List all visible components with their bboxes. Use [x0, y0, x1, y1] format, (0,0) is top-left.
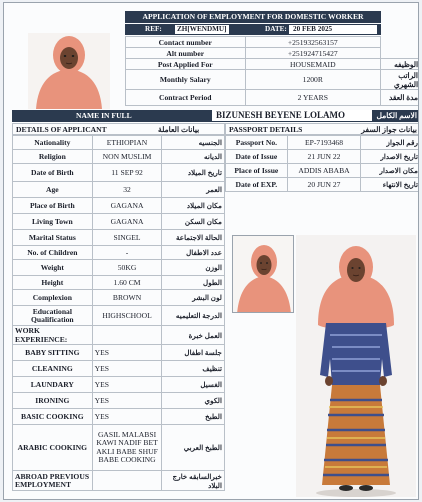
passport-arabic: تاريخ الانتهاء [361, 178, 419, 192]
table-row [13, 377, 225, 393]
period-label: Contract Period [126, 90, 246, 106]
experience-label: CLEANING [13, 361, 93, 377]
detail-arabic: العمر [162, 182, 225, 198]
detail-value: NON MUSLIM [92, 150, 162, 164]
table-row [226, 150, 420, 164]
experience-arabic: الكوي [162, 393, 225, 409]
passport-label: Date of EXP. [226, 178, 288, 192]
passport-arabic: مكان الاصدار [361, 164, 419, 178]
table-row [226, 178, 420, 192]
table-row [13, 246, 225, 260]
detail-value: HIGHSCHOOL [92, 306, 162, 326]
detail-value: 50KG [92, 260, 162, 276]
full-name: BIZUNESH BEYENE LOLAMO [212, 110, 372, 121]
experience-value: YES [92, 393, 162, 409]
table-row [13, 164, 225, 182]
detail-value: GAGANA [92, 198, 162, 214]
detail-value: - [92, 246, 162, 260]
table-row [13, 393, 225, 409]
detail-value: 11 SEP 92 [92, 164, 162, 182]
applicant-details-table [12, 135, 225, 491]
table-row [126, 37, 420, 48]
detail-label: Height [13, 276, 93, 290]
table-row [13, 214, 225, 230]
table-row [13, 260, 225, 276]
contact-table [125, 36, 419, 106]
detail-label: Age [13, 182, 93, 198]
post-label: Post Applied For [126, 59, 246, 70]
table-row [13, 198, 225, 214]
experience-arabic: الغسيل [162, 377, 225, 393]
table-row [226, 136, 420, 150]
salary-arabic: الراتب الشهري [381, 70, 419, 90]
salary-value: 1200R [245, 70, 381, 90]
detail-arabic: تاريخ الميلاد [162, 164, 225, 182]
table-row [13, 345, 225, 361]
table-row [13, 150, 225, 164]
detail-arabic: الحالة الاجتماعة [162, 230, 225, 246]
passport-value: 21 JUN 22 [287, 150, 361, 164]
passport-label: Passport No. [226, 136, 288, 150]
name-arabic: الاسم الكامل [376, 111, 417, 120]
detail-value: 1.60 CM [92, 276, 162, 290]
arabic-cooking-arabic: الطبخ العربي [162, 425, 225, 471]
passport-title: PASSPORT DETAILS [229, 125, 303, 134]
table-row [13, 182, 225, 198]
arabic-cooking-value: GASIL MALABSI KAWI NADIF BET AKLI BABE SHUF BABE COOKING [92, 425, 162, 471]
detail-label: Place of Birth [13, 198, 93, 214]
detail-value: BROWN [92, 290, 162, 306]
detail-value: 32 [92, 182, 162, 198]
date-value: 20 FEB 2025 [289, 25, 377, 34]
experience-label: BABY SITTING [13, 345, 93, 361]
passport-value: ADDIS ABABA [287, 164, 361, 178]
contact-value: +251932563157 [245, 37, 381, 48]
passport-value: EP-7193468 [287, 136, 361, 150]
detail-label: Weight [13, 260, 93, 276]
passport-label: Place of Issue [226, 164, 288, 178]
ref-date-row [125, 24, 381, 35]
detail-label: Marital Status [13, 230, 93, 246]
form-title: APPLICATION OF EMPLOYMENT FOR DOMESTIC WORKER [125, 11, 381, 23]
post-value: HOUSEMAID [245, 59, 381, 70]
detail-label: Religion [13, 150, 93, 164]
detail-arabic: الجنسيه [162, 136, 225, 150]
salary-label: Monthly Salary [126, 70, 246, 90]
passport-label: Date of Issue [226, 150, 288, 164]
detail-arabic: الطول [162, 276, 225, 290]
detail-label: Educational Qualification [13, 306, 93, 326]
experience-arabic: الطبخ [162, 409, 225, 425]
detail-arabic: الديانه [162, 150, 225, 164]
period-value: 2 YEARS [245, 90, 381, 106]
period-arabic: مدة العقد [381, 90, 419, 106]
table-row [13, 361, 225, 377]
detail-arabic: مكان السكن [162, 214, 225, 230]
detail-arabic: عدد الاطفال [162, 246, 225, 260]
detail-label: No. of Children [13, 246, 93, 260]
name-label: NAME IN FULL [76, 111, 132, 120]
experience-label: IRONING [13, 393, 93, 409]
detail-value: ETHIOPIAN [92, 136, 162, 150]
alt-value: +251924715427 [245, 48, 381, 59]
table-row [126, 90, 420, 106]
alt-label: Alt number [126, 48, 246, 59]
date-label: DATE: [265, 25, 287, 33]
details-title: DETAILS OF APPLICANT [16, 125, 107, 134]
table-row [13, 136, 225, 150]
passport-arabic: رقم الجواز [361, 136, 419, 150]
table-row [13, 471, 225, 491]
table-row [13, 409, 225, 425]
details-header [12, 123, 225, 135]
experience-value: YES [92, 361, 162, 377]
experience-title-arabic: العمل خبرة [162, 326, 225, 345]
detail-value: GAGANA [92, 214, 162, 230]
passport-header [225, 123, 419, 135]
table-row [13, 425, 225, 471]
detail-arabic: مكان الميلاد [162, 198, 225, 214]
table-row [126, 59, 420, 70]
experience-value: YES [92, 409, 162, 425]
experience-label: BASIC COOKING [13, 409, 93, 425]
abroad-label: ABROAD PREVIOUS EMPLOYMENT [13, 471, 93, 491]
experience-value: YES [92, 345, 162, 361]
detail-arabic: لون البشر [162, 290, 225, 306]
details-title-arabic: بيانات العاملة [158, 125, 200, 134]
table-row [13, 306, 225, 326]
detail-label: Nationality [13, 136, 93, 150]
table-row [13, 230, 225, 246]
ref-value: ZH[WENDMU] [177, 25, 227, 33]
arabic-cooking-label: ARABIC COOKING [13, 425, 93, 471]
table-row [226, 164, 420, 178]
detail-label: Living Town [13, 214, 93, 230]
portrait-photo [232, 235, 294, 313]
table-row [13, 276, 225, 290]
name-bar [12, 110, 419, 122]
experience-arabic: تنظيف [162, 361, 225, 377]
experience-arabic: جلسة اطفال [162, 345, 225, 361]
passport-title-arabic: بيانات جواز السفر [361, 125, 417, 134]
abroad-arabic: خبرالسابقه خارج البلاد [162, 471, 225, 491]
detail-arabic: الوزن [162, 260, 225, 276]
full-body-photo [296, 235, 416, 497]
table-row [126, 70, 420, 90]
experience-value: YES [92, 377, 162, 393]
post-arabic: الوظيفه [381, 59, 419, 70]
table-row [13, 290, 225, 306]
experience-label: LAUNDARY [13, 377, 93, 393]
table-row [13, 326, 225, 345]
detail-arabic: الدرجة التعليميه [162, 306, 225, 326]
detail-value: SINGEL [92, 230, 162, 246]
passport-arabic: تاريخ الاصدار [361, 150, 419, 164]
passport-table [225, 135, 419, 192]
contact-label: Contact number [126, 37, 246, 48]
passport-value: 20 JUN 27 [287, 178, 361, 192]
application-form [3, 2, 419, 500]
experience-title: WORK EXPERIENCE: [13, 326, 93, 345]
table-row [126, 48, 420, 59]
detail-label: Date of Birth [13, 164, 93, 182]
ref-label: REF: [145, 25, 162, 33]
portrait-photo [28, 33, 110, 109]
detail-label: Complexion [13, 290, 93, 306]
